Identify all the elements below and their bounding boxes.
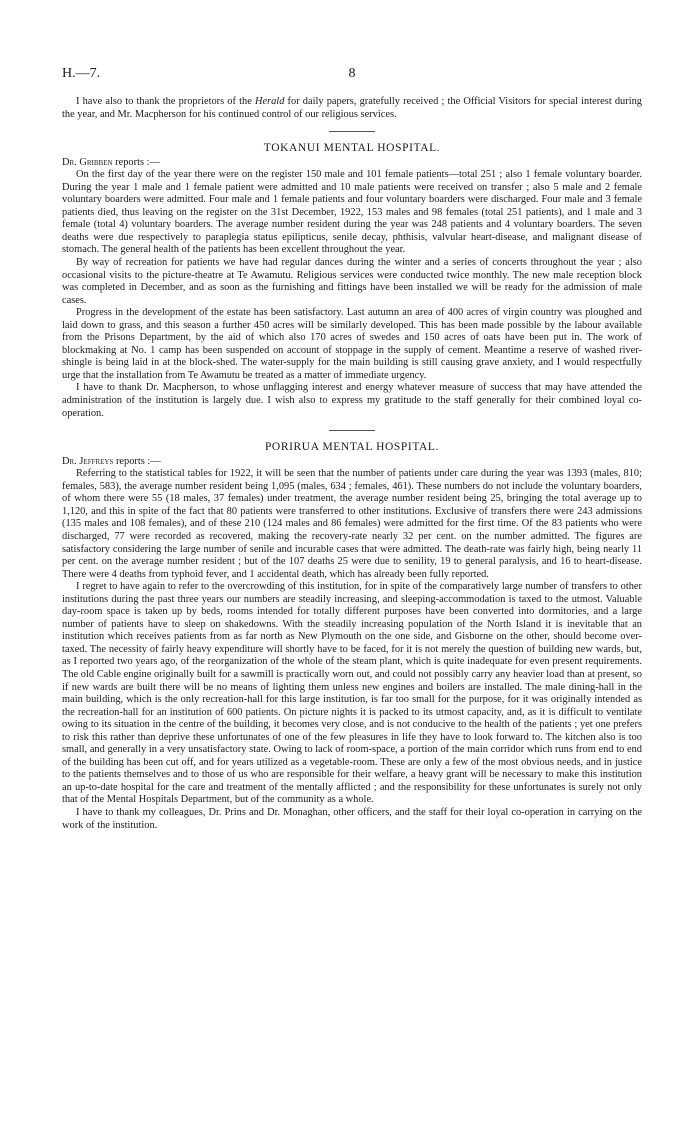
body-paragraph: By way of recreation for patients we have had regular dances during the winter and a series of concerts throughout the year ; also occasional visits to the picture-theatre at Te Awamutu. Religious services were conducted twice monthly. The new male reception block was completed in December, and as soon as the furnishing and fittings have been installed we will be ready for the admission of male cases. [62,257,642,306]
page-header [62,68,642,90]
body-paragraph: I regret to have again to refer to the overcrowding of this institution, for in spite of the comparatively large number of transfers to other institutions during the past three years our numbers are steadily increasing, and sleeping-accommodation is taxed to the utmost. Valuable day-room space is taken up by beds, rooms intended for totally different purposes have been converted into dormitories, and a large number of patients have to sleep on shakedowns. With the steadily increasing population of the North Island it is inevitable that an institution which receives patients from as far north as New Plymouth on the one side, and Gisborne on the other, should become over-taxed. The necessity of fairly heavy expenditure will shortly have to be faced, for it is not merely the question of building new wards, but, as I reported two years ago, of the reorganization of the whole of the steam plant, which is quite inadequate for even present requirements. The old Cable engine originally built for a sawmill is practically worn out, and could not possibly carry any heavier load than at present, so if new wards are built there will be no means of lighting them unless new engines and boilers are installed. The male dining-hall in the main building, which is the only recreation-hall for this large institution, is far too small for the purpose, for it was originally intended as the recreation-hall for an institution of 600 patients. On picture nights it is packed to its utmost capacity, and, as it is difficult to ventilate owing to its situation in the centre of the building, it becomes very close, and is not conducive to the health of the patients ; yet one prefers to risk this rather than deprive these unfortunates of one of the few pleasures in life they have to look forward to. The kitchen also is too small, and generally in a very unsatisfactory state. Owing to lack of room-space, a portion of the main corridor which runs from end to end of the building has been cut off, and for years utilized as a vegetable-room. These are only a few of the most obvious needs, and in justice to the patients themselves and to those of us who are responsible for their welfare, a heavy grant will be necessary to make this institution an up-to-date hospital for the care and treatment of the mentally afflicted ; and the responsibility for these unfortunates is surely not only that of the Mental Hospitals Department, but of the community as a whole. [62,581,642,806]
porirua-section [62,441,642,832]
reporter-name: Dr. Jeffreys [62,455,114,467]
section-divider [329,131,375,132]
herald-title: Herald [254,96,285,107]
section-divider [329,430,375,431]
body-paragraph: On the first day of the year there were on the register 150 male and 101 female patients—total 251 ; also 1 female voluntary boarder. During the year 1 male and 1 female patient were admitted and 10 male patients were received on transfer ; also 5 male and 2 female voluntary boarders were admitted. Four male and 1 female patients and four voluntary boarders were discharged. Four male and 3 female patients died, thus leaving on the register on the 31st December, 1922, 153 males and 98 females (total 251 patients), and 1 male and 3 female (total 4) voluntary boarders. The average number resident during the year was 248 patients and 4 voluntary boarders. The seven deaths were due respectively to paraplegia status epilipticus, senile decay, phthisis, valvular heart-disease, and malignant disease of stomach. The general health of the patients has been excellent throughout the year. [62,169,642,256]
section-title: PORIRUA MENTAL HOSPITAL. [264,441,440,454]
reporter-name: Dr. Gribben [62,156,113,168]
report-code: H.—7. [62,66,101,81]
body-paragraph: I have to thank Dr. Macpherson, to whose unflagging interest and energy whatever measure of success that may have attended the administration of the institution is largely due. I wish also to express my gratitude to the staff generally for their combined loyal co-operation. [62,382,642,419]
body-paragraph: I have to thank my colleagues, Dr. Prins and Dr. Monaghan, other officers, and the staff for their loyal co-operation in carrying on the work of the institution. [62,806,642,831]
intro-paragraph: I have also to thank the proprietors of the Herald for daily papers, gratefully received ; the Official Visitors for special interest during the year, and Mr. Macpherson for his continued control of our religious services. [62,96,642,120]
body-paragraph: Referring to the statistical tables for 1922, it will be seen that the number of patients under care during the year was 1393 (males, 810; females, 583), the average number resident being 1,095 (males, 634 ; females, 461). These numbers do not include the voluntary boarders, of whom there were 55 (18 males, 37 females) under treatment, the average number resident being 25, bringing the total average up to 1,120, and this in spite of the fact that 80 patients were transferred to other institutions. Exclusive of transfers there were 243 admissions (135 males and 108 females), and of these 210 (124 males and 86 females) were admitted for the first time. Of the 83 patients who were discharged, 77 were recorded as recovered, making the recovery-rate nearly 32 per cent. on the number admitted. The figures are satisfactory considering the large number of senile and incurable cases that were admitted. The death-rate was fairly high, being nearly 11 per cent. on the average number resident ; but of the 107 deaths 25 were due to senility, 19 to general paralysis, and 16 to heart-disease. There were 4 deaths from typhoid fever, and 1 accidental death, which has already been fully reported. [62,468,642,580]
reporter-line: Dr. Gribben reports :— [62,156,160,168]
reporter-line: Dr. Jeffreys reports :— [62,455,161,467]
page-number: 8 [348,66,356,81]
section-title: TOKANUI MENTAL HOSPITAL. [263,142,441,155]
tokanui-section [62,142,642,420]
body-paragraph: Progress in the development of the estate has been satisfactory. Last autumn an area of 400 acres of virgin country was ploughed and laid down to grass, and this season a further 450 acres will be similarly developed. This has been made possible by the labour available from the Prisons Department, by the aid of which also 170 acres of swedes and 150 acres of oats have been put in. The work of blockmaking at No. 1 camp has been suspended on account of stoppage in the supply of cement. Meantime a reserve of washed river-shingle is being laid in at the block-shed. The water-supply for the main building is still causing grave anxiety, and I would respectfully urge that the installation from Te Awamutu be treated as a matter of immediate urgency. [62,307,642,381]
